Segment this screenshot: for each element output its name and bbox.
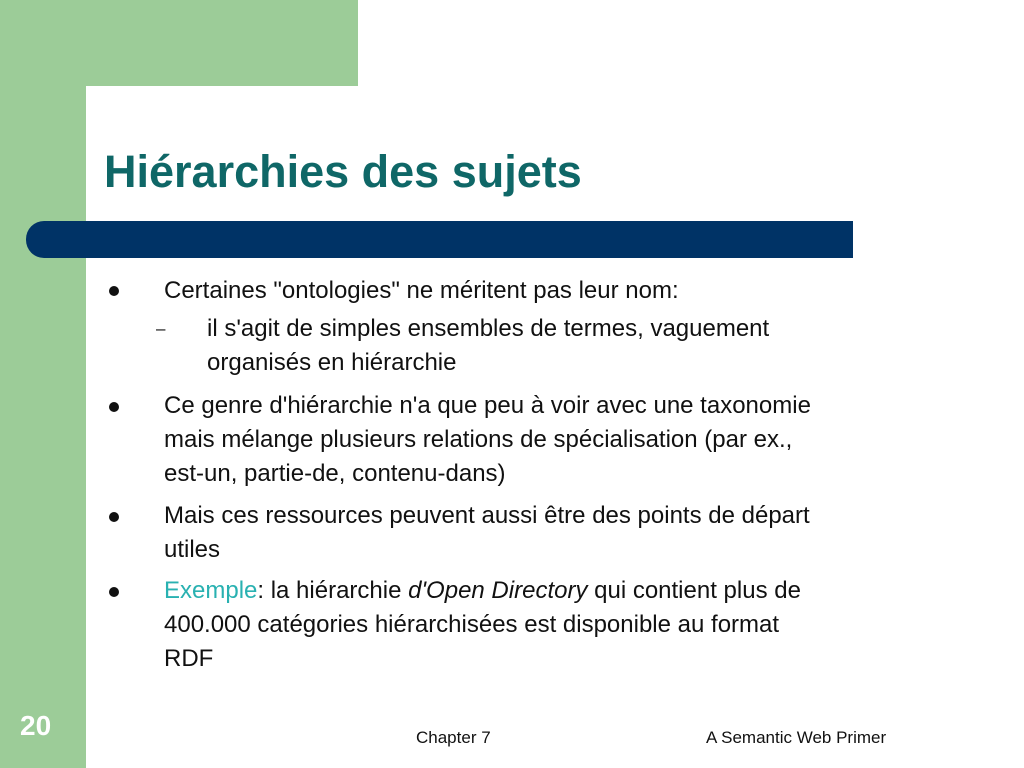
bullet-4-line-2: 400.000 catégories hiérarchisées est disponible au format [164, 611, 780, 638]
footer-chapter: Chapter 7 [416, 728, 491, 747]
bullet-3-line-1: Mais ces ressources peuvent aussi être des points de départ [164, 502, 810, 529]
bullet-dot-icon [109, 402, 119, 412]
slide-title: Hiérarchies des sujets [104, 146, 582, 197]
slide-number: 20 [20, 710, 52, 741]
bullet-2-line-1: Ce genre d'hiérarchie n'a que peu à voir avec une taxonomie [164, 392, 811, 419]
bullet-4-line-1 [164, 574, 801, 608]
bullet-4-text-part: qui contient plus de [587, 577, 801, 604]
example-label: Exemple [164, 577, 258, 604]
sub-bullet-line-2: organisés en hiérarchie [207, 349, 457, 376]
footer-book-title: A Semantic Web Primer [706, 728, 887, 747]
bullet-2-line-2: mais mélange plusieurs relations de spécialisation (par ex., [164, 426, 793, 453]
bullet-3-line-2: utiles [164, 536, 221, 563]
sub-bullet-line-1: il s'agit de simples ensembles de termes, vaguement [207, 315, 770, 342]
bullet-4-line-3: RDF [164, 645, 214, 672]
sub-bullet-dash-icon: – [156, 319, 166, 338]
bullet-2-line-3: est-un, partie-de, contenu-dans) [164, 460, 506, 487]
bullet-dot-icon [109, 512, 119, 522]
bullet-1-line-1: Certaines "ontologies" ne méritent pas leur nom: [164, 277, 679, 304]
bullet-dot-icon [109, 286, 119, 296]
open-directory-name: d'Open Directory [408, 577, 588, 604]
bullet-dot-icon [109, 587, 119, 597]
bullet-4-text-part: : la hiérarchie [257, 577, 409, 604]
